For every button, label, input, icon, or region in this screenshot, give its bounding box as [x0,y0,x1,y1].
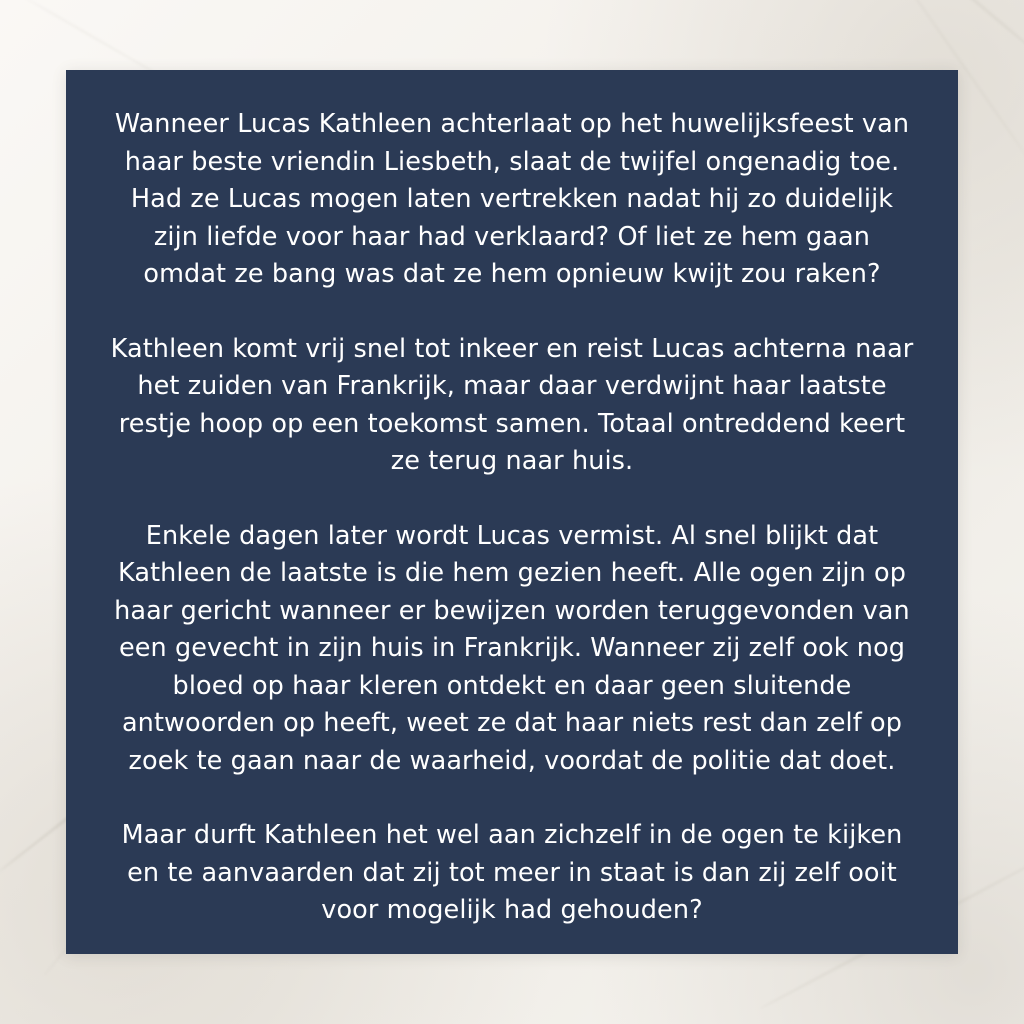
synopsis-paragraph-2: Kathleen komt vrij snel tot inkeer en reist Lucas achterna naar het zuiden van Frankrijk, maar daar verdwijnt haar laatste restje hoop op een toekomst samen. Totaal ontreddend keert ze terug naar huis. [110,333,914,476]
synopsis-paragraph-1: Wanneer Lucas Kathleen achterlaat op het huwelijksfeest van haar beste vriendin Liesbeth, slaat de twijfel ongenadig toe. Had ze Lucas mogen laten vertrekken nadat hij zo duidelijk zijn liefde voor haar had verklaard? Of liet ze hem gaan omdat ze bang was dat ze hem opnieuw kwijt zou raken? [114,109,910,289]
synopsis-paragraph-4: Maar durft Kathleen het wel aan zichzelf in de ogen te kijken en te aanvaarden dat zij tot meer in staat is dan zij zelf ooit voor mogelijk had gehouden? [121,820,903,925]
synopsis-paragraph-3: Enkele dagen later wordt Lucas vermist. Al snel blijkt dat Kathleen de laatste is die hem gezien heeft. Alle ogen zijn op haar gericht wanneer er bewijzen worden teruggevonden van een gevecht in zijn huis in Frankrijk. Wanneer zij zelf ook nog bloed op haar kleren ontdekt en daar geen sluitende antwoorden op heeft, weet ze dat haar niets rest dan zelf op zoek te gaan naar de waarheid, voordat de politie dat doet. [114,520,910,776]
synopsis-card [66,70,958,954]
